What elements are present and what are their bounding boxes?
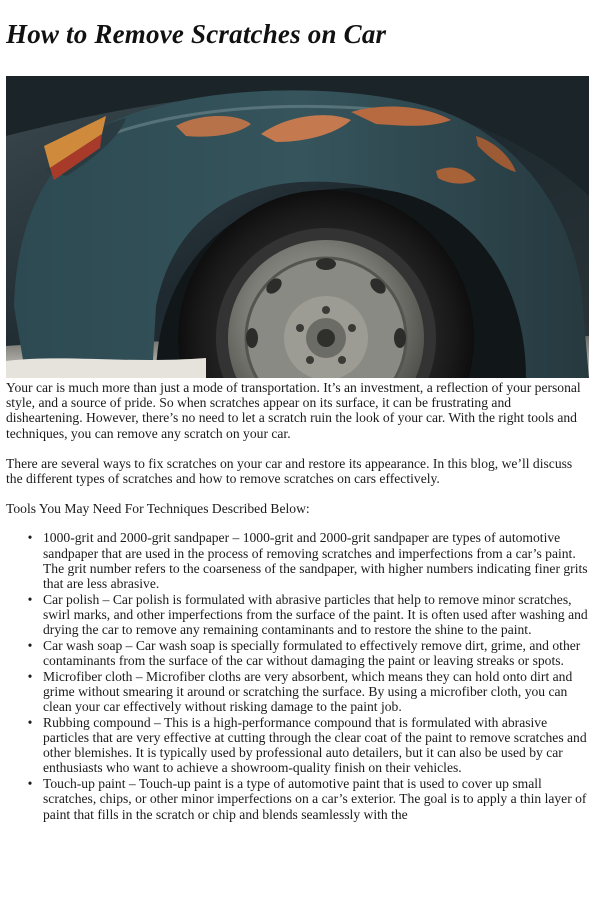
- list-item: [27, 668, 590, 715]
- bullet-icon: •: [27, 530, 33, 546]
- bullet-icon: •: [27, 591, 33, 607]
- list-item: [27, 776, 590, 822]
- tools-heading: Tools You May Need For Techniques Described Below:: [6, 501, 310, 517]
- list-item-text: Rubbing compound – This is a high-performance compound that is formulated with abrasive particles that are very effective at cutting through the clear coat of the paint to remove scratches and other blemishes. It is typically used by professional auto detailers, but it can also be used by car enthusiasts who want to achieve a showroom-quality finish on their vehicles.: [43, 714, 587, 776]
- list-item-text: 1000-grit and 2000-grit sandpaper – 1000-grit and 2000-grit sandpaper are types of automotive sandpaper that are used in the process of removing scratches and imperfections from a car’s paint. The grit number refers to the coarseness of the sandpaper, with higher numbers indicating finer grits that are less abrasive.: [43, 530, 588, 592]
- article-body: [6, 380, 590, 822]
- list-item: [27, 637, 590, 669]
- bullet-icon: •: [27, 714, 33, 730]
- bullet-icon: •: [27, 668, 33, 684]
- overview-paragraph: There are several ways to fix scratches on your car and restore its appearance. In this blog, we’ll discuss the different types of scratches and how to remove scratches on cars effectively.: [6, 455, 573, 487]
- list-item-text: Microfiber cloth – Microfiber cloths are very absorbent, which means they can hold onto dirt and grime without smearing it around or scratching the surface. By using a microfiber cloth, you can clean your car effectively without risking damage to the paint job.: [43, 668, 573, 715]
- bullet-icon: •: [27, 637, 33, 653]
- tools-list: [6, 530, 590, 821]
- rusty-car-wheel-arch-photo: [6, 76, 589, 378]
- hero-image: [6, 76, 589, 378]
- list-item: [27, 714, 590, 776]
- article-title: How to Remove Scratches on Car: [6, 19, 387, 49]
- intro-paragraph: Your car is much more than just a mode of transportation. It’s an investment, a reflection of your personal style, and a source of pride. So when scratches appear on its surface, it can be frustrating and disheartening. However, there’s no need to let a scratch ruin the look of your car. With the right tools and techniques, you can remove any scratch on your car.: [6, 380, 581, 441]
- list-item-text: Car wash soap – Car wash soap is specially formulated to effectively remove dirt, grime, and other contaminants from the surface of the car without damaging the paint or leaving streaks or spots.: [43, 637, 581, 669]
- list-item: [27, 530, 590, 592]
- list-item: [27, 591, 590, 638]
- bullet-icon: •: [27, 776, 33, 792]
- list-item-text: Touch-up paint – Touch-up paint is a type of automotive paint that is used to cover up small scratches, chips, or other minor imperfections on a car’s exterior. The goal is to apply a thin layer of paint that fills in the scratch or chip and blends seamlessly with the: [43, 776, 587, 822]
- list-item-text: Car polish – Car polish is formulated with abrasive particles that help to remove minor scratches, swirl marks, and other imperfections from the surface of the paint. It is often used after washing and drying the car to remove any remaining contaminants and to restore the shine to the paint.: [43, 591, 588, 638]
